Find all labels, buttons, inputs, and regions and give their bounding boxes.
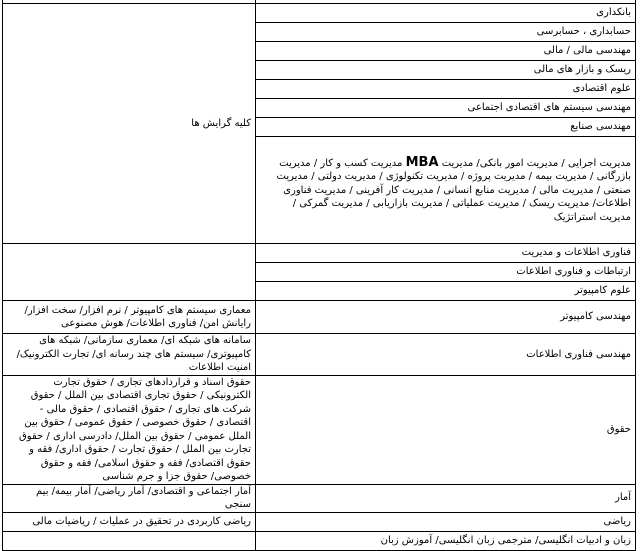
specializations-cell: معماری سیستم های کامپیوتر / نرم افزار/ سخت افزار/ رایانش امن/ فناوری اطلاعات/ هوش مصنوعی — [3, 301, 256, 334]
specializations-cell — [3, 531, 256, 550]
major-cell: بانکداری — [256, 4, 636, 23]
major-cell: ریسک و بازار های مالی — [256, 61, 636, 80]
major-cell: مهندسی صنایع — [256, 118, 636, 137]
major-cell: حسابداری ، حسابرسی — [256, 23, 636, 42]
all-specializations-cell — [3, 4, 256, 244]
table-row — [3, 531, 636, 550]
it-group-empty-cell — [3, 244, 256, 301]
major-cell: مهندسی فناوری اطلاعات — [256, 334, 636, 376]
major-cell: حقوق — [256, 375, 636, 484]
all-specializations-label: کلیه گرایش ها — [191, 117, 251, 129]
specializations-cell: ریاضی کاربردی در تحقیق در عملیات / ریاضیات مالی — [3, 512, 256, 531]
major-cell: علوم کامپیوتر — [256, 282, 636, 301]
table-row — [3, 375, 636, 484]
major-cell: مهندسی مالی / مالی — [256, 42, 636, 61]
table-row — [3, 512, 636, 531]
management-majors-prefix: مدیریت اجرایی / مدیریت امور بانکی/ مدیریت — [441, 157, 631, 169]
specializations-cell: حقوق اسناد و قراردادهای تجاری / حقوق تجارت الکترونیکی / حقوق تجاری اقتصادی بین الملل / حقوق شرکت های تجاری / حقوق اقتصادی / حقوق مالی - اقتصادی / حقوق خصوصی / حقوق عمومی / حقوق بین الملل عمومی / حقوق بین الملل/ دادرسی اداری / حقوق تجارت بین الملل / حقوق تجارت / حقوق اداری/ فقه و حقوق اقتصادی/ فقه و حقوق اسلامی/ فقه و حقوق خصوصی/ حقوق جزا و جرم شناسی — [3, 375, 256, 484]
major-cell: ارتباطات و فناوری اطلاعات — [256, 263, 636, 282]
management-majors-list: مدیریت کسب و کار / مدیریت بازرگانی / مدیریت بیمه / مدیریت پروژه / مدیریت تکنولوژی / مدیریت دولتی / مدیریت صنعتی / مدیریت مالی / مدیریت منابع انسانی / مدیریت کار آفرینی / مدیریت فناوری اطلاعات/ مدیریت ریسک / مدیریت عملیاتی / مدیریت بازاریابی / مدیریت گمرکی / مدیریت استراتژیک — [276, 157, 631, 223]
table-row — [3, 4, 636, 23]
table-row — [3, 334, 636, 376]
table-row — [3, 244, 636, 263]
specializations-cell: سامانه های شبکه ای/ معماری سازمانی/ شبکه های کامپیوتری/ سیستم های چند رسانه ای/ تجارت الکترونیک/ امنیت اطلاعات — [3, 334, 256, 376]
major-cell: ریاضی — [256, 512, 636, 531]
mba-label: MBA — [405, 154, 439, 170]
management-majors-cell — [256, 137, 636, 244]
table-row — [3, 301, 636, 334]
major-cell: مهندسی سیستم های اقتصادی اجتماعی — [256, 99, 636, 118]
table-row — [3, 484, 636, 512]
major-cell: مهندسی کامپیوتر — [256, 301, 636, 334]
major-cell: علوم اقتصادی — [256, 80, 636, 99]
major-cell: زبان و ادبیات انگلیسی/ مترجمی زبان انگلیسی/ آموزش زبان — [256, 531, 636, 550]
major-cell: آمار — [256, 484, 636, 512]
majors-table — [2, 0, 636, 551]
specializations-cell: آمار اجتماعی و اقتصادی/ آمار ریاضی/ آمار بیمه/ بیم سنجی — [3, 484, 256, 512]
major-cell: فناوری اطلاعات و مدیریت — [256, 244, 636, 263]
